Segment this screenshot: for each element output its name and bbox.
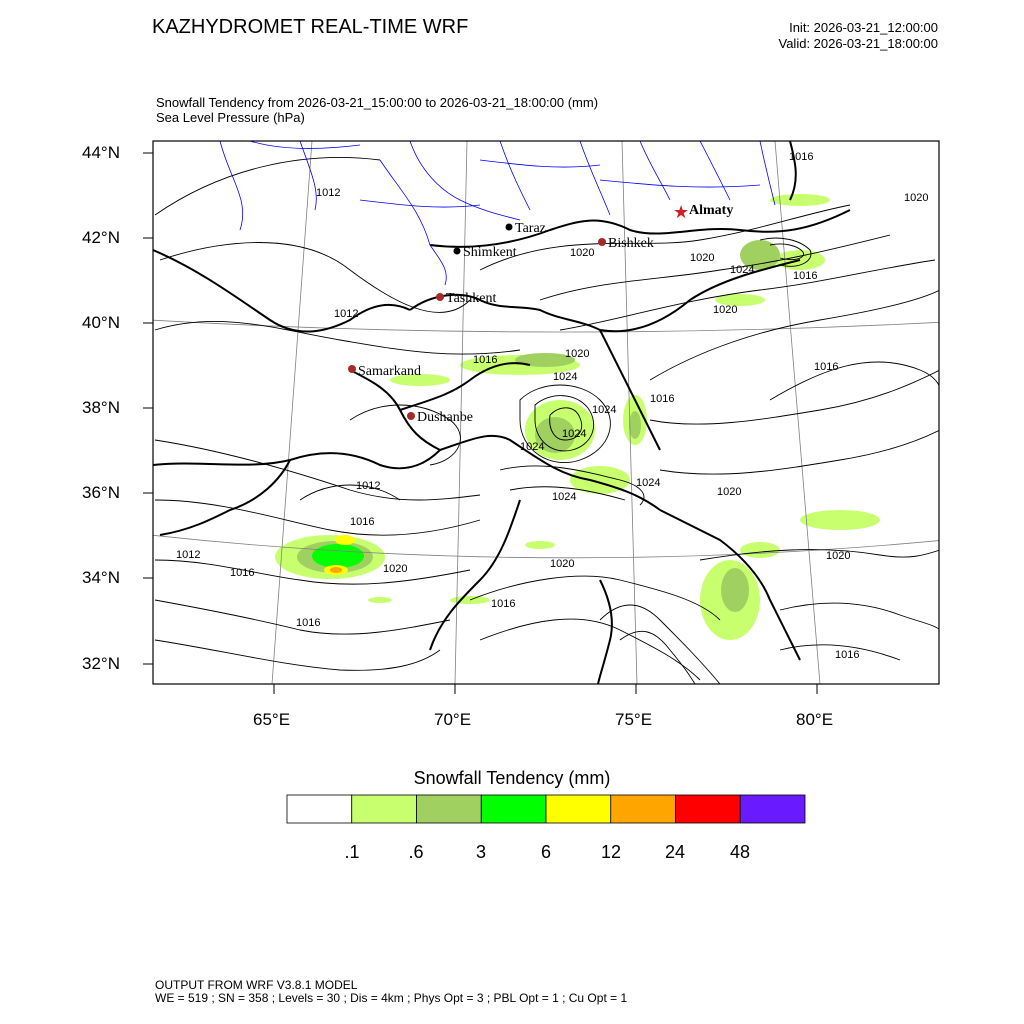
dot-icon (454, 248, 461, 255)
colorbar-tick-label: 3 (475, 842, 487, 862)
contour-label: 1020 (565, 348, 590, 360)
model-config: WE = 519 ; SN = 358 ; Levels = 30 ; Dis = 4km ; Phys Opt = 3 ; PBL Opt = 1 ; Cu Opt = 1 (155, 991, 628, 1005)
city-shimkent (454, 245, 517, 260)
contour-label: 1012 (176, 549, 201, 561)
contour-label: 1016 (650, 393, 675, 405)
lat-label-40: 40°N (82, 313, 120, 332)
contour-label: 1024 (636, 477, 661, 489)
model-name: OUTPUT FROM WRF V3.8.1 MODEL (155, 978, 358, 992)
colorbar-swatch (287, 795, 352, 823)
contour-label: 1016 (296, 617, 321, 629)
colorbar-swatch (611, 795, 676, 823)
contour-label: 1016 (789, 151, 814, 163)
city-label: Taraz (515, 221, 546, 236)
city-label: Dushanbe (417, 410, 473, 425)
lon-ticks (274, 684, 817, 694)
lat-label-42: 42°N (82, 228, 120, 247)
contour-label: 1020 (550, 558, 575, 570)
colorbar-swatch (546, 795, 611, 823)
colorbar-swatch (740, 795, 805, 823)
contour-label: 1020 (713, 304, 738, 316)
contour-label: 1020 (383, 563, 408, 575)
colorbar-tick-label: 6 (540, 842, 552, 862)
colorbar-swatch (352, 795, 417, 823)
colorbar (287, 795, 805, 823)
contour-label: 1024 (730, 264, 755, 276)
lon-label-75: 75°E (615, 710, 653, 729)
contour-label: 1012 (356, 480, 381, 492)
city-samarkand (348, 364, 421, 379)
contour-label: 1020 (826, 550, 851, 562)
contour-label: 1016 (230, 567, 255, 579)
city-almaty (673, 202, 733, 223)
colorbar-title: Snowfall Tendency (mm) (413, 768, 611, 788)
contour-label: 1024 (520, 441, 545, 453)
city-dushanbe (407, 410, 473, 425)
city-taraz (506, 221, 546, 236)
lat-label-32: 32°N (82, 654, 120, 673)
dot-icon (407, 412, 415, 420)
dot-icon (598, 238, 606, 246)
contour-label: 1016 (835, 649, 860, 661)
lat-ticks (143, 153, 153, 664)
contour-label: 1024 (592, 404, 617, 416)
contour-label: 1020 (904, 192, 929, 204)
dot-icon (506, 224, 513, 231)
contour-label: 1020 (570, 247, 595, 259)
contour-label: 1016 (350, 516, 375, 528)
city-tashkent (436, 291, 496, 306)
contour-label: 1016 (473, 354, 498, 366)
colorbar-tick-label: 24 (664, 842, 686, 862)
city-label: Samarkand (358, 364, 421, 379)
contour-label: 1020 (717, 486, 742, 498)
contour-label: 1016 (793, 270, 818, 282)
slp-field-label: Sea Level Pressure (hPa) (156, 110, 305, 125)
contour-label: 1024 (553, 371, 578, 383)
colorbar-swatch (481, 795, 546, 823)
snowfall-field-label: Snowfall Tendency from 2026-03-21_15:00:00 to 2026-03-21_18:00:00 (mm) (156, 95, 599, 110)
contour-label: 1020 (690, 252, 715, 264)
colorbar-swatch (417, 795, 482, 823)
city-label: Tashkent (446, 291, 497, 306)
valid-time: Valid: 2026-03-21_18:00:00 (778, 36, 938, 51)
model-info (155, 979, 627, 1005)
city-label: Bishkek (608, 236, 654, 251)
lat-label-36: 36°N (82, 483, 120, 502)
map-field-layer (150, 141, 945, 684)
contour-label: 1024 (552, 491, 577, 503)
lon-label-80: 80°E (796, 710, 834, 729)
contour-label: 1012 (316, 187, 341, 199)
city-label: Shimkent (463, 245, 517, 260)
star-icon: ★ (673, 202, 690, 223)
dot-icon (348, 365, 356, 373)
city-label: Almaty (689, 203, 734, 218)
city-markers (348, 202, 733, 425)
dot-icon (436, 293, 444, 301)
contour-label: 1016 (491, 598, 516, 610)
contour-label: 1012 (334, 308, 359, 320)
lon-label-70: 70°E (434, 710, 472, 729)
map-title: KAZHYDROMET REAL-TIME WRF (152, 16, 469, 38)
lat-label-34: 34°N (82, 568, 120, 587)
colorbar-tick-label: 12 (600, 842, 622, 862)
init-time: Init: 2026-03-21_12:00:00 (789, 20, 938, 35)
contour-label: 1024 (562, 428, 587, 440)
colorbar-tick-label: .1 (344, 842, 360, 862)
colorbar-swatch (676, 795, 741, 823)
colorbar-tick-label: .6 (408, 842, 424, 862)
snowfall-shading (275, 194, 880, 640)
colorbar-tick-label: 48 (729, 842, 751, 862)
contour-label: 1016 (814, 361, 839, 373)
lat-label-38: 38°N (82, 398, 120, 417)
lon-label-65: 65°E (253, 710, 291, 729)
lat-label-44: 44°N (82, 143, 120, 162)
